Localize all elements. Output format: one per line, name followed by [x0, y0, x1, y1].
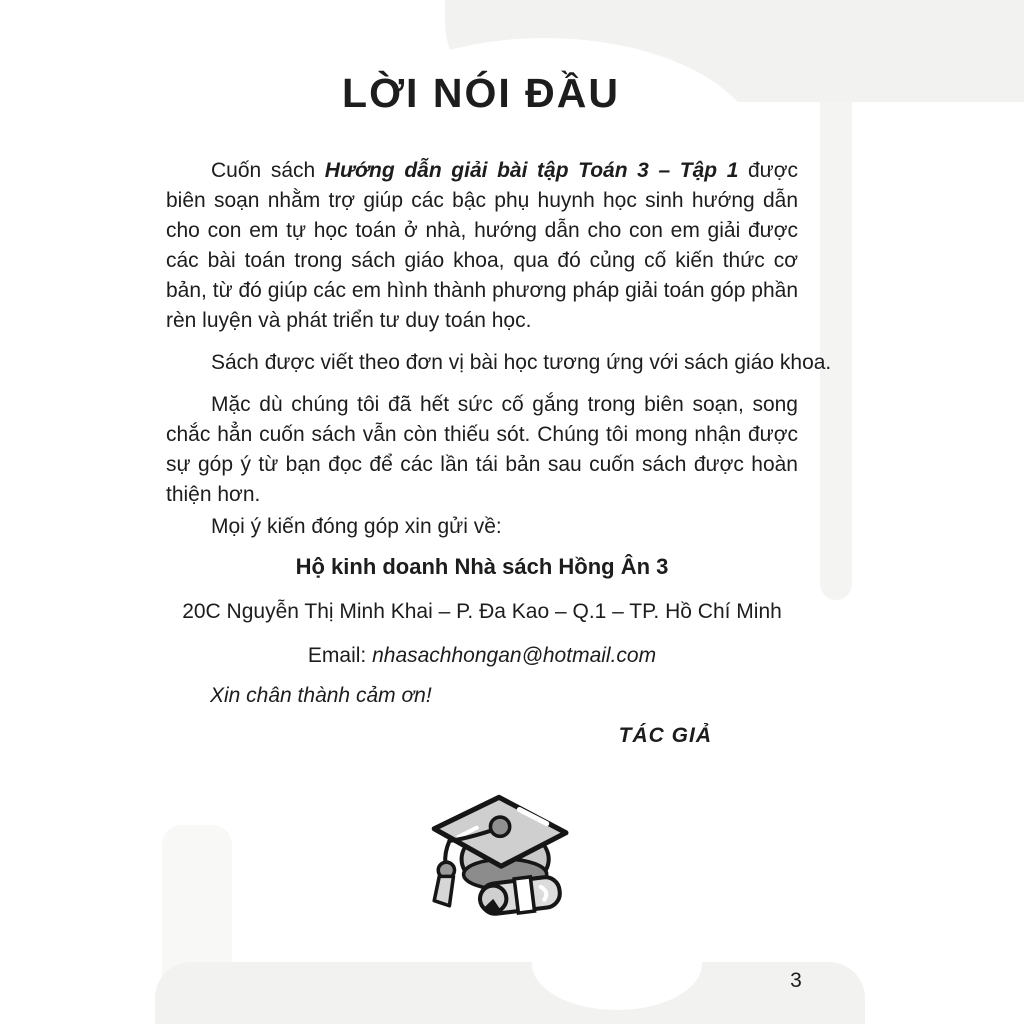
- paragraph-intro-suffix: được biên soạn nhằm trợ giúp các bậc phụ huynh học sinh hướng dẫn cho con em tự học toán ở nhà, hướng dẫn cho con em giải được các bài toán trong sách giáo khoa, qua đó củng cố kiến thức cơ bản, từ đó giúp các em hình thành phương pháp giải toán góp phần rèn luyện và phát triển tư duy toán học.: [166, 159, 799, 332]
- thanks-line: Xin chân thành cảm ơn!: [210, 684, 432, 707]
- paragraph-structure: Sách được viết theo đơn vị bài học tương ứng với sách giáo khoa.: [211, 351, 832, 374]
- page-number: 3: [790, 969, 802, 992]
- graduation-cap-icon: [418, 778, 570, 920]
- tassel-fringe: [434, 876, 453, 905]
- paragraph-feedback-invite: Mọi ý kiến đóng góp xin gửi về:: [211, 515, 502, 538]
- paragraph-intro-prefix: Cuốn sách: [211, 159, 325, 182]
- email-address: nhasachhongan@hotmail.com: [372, 644, 657, 667]
- book-title-inline: Hướng dẫn giải bài tập Toán 3 – Tập 1: [324, 159, 739, 182]
- page-title: LỜI NÓI ĐẦU: [342, 70, 620, 116]
- scan-texture-right-strip: [820, 60, 852, 600]
- scan-cloud-bottom: [532, 918, 702, 1010]
- publisher-name: Hộ kinh doanh Nhà sách Hồng Ân 3: [295, 554, 669, 579]
- publisher-address: 20C Nguyễn Thị Minh Khai – P. Đa Kao – Q.1 – TP. Hồ Chí Minh: [182, 600, 782, 623]
- paragraph-intro: [166, 156, 798, 336]
- publisher-email-line: [166, 642, 798, 670]
- email-label: Email:: [307, 644, 373, 667]
- scroll-ribbon: [514, 877, 534, 913]
- author-signature: TÁC GIẢ: [618, 724, 712, 747]
- cap-button: [490, 817, 509, 836]
- paragraph-apology: Mặc dù chúng tôi đã hết sức cố gắng trong biên soạn, song chắc hẳn cuốn sách vẫn còn thiếu sót. Chúng tôi mong nhận được sự góp ý từ bạn đọc để các lần tái bản sau cuốn sách được hoàn thiện hơn.: [166, 393, 798, 506]
- scan-texture-bottom: [155, 962, 865, 1024]
